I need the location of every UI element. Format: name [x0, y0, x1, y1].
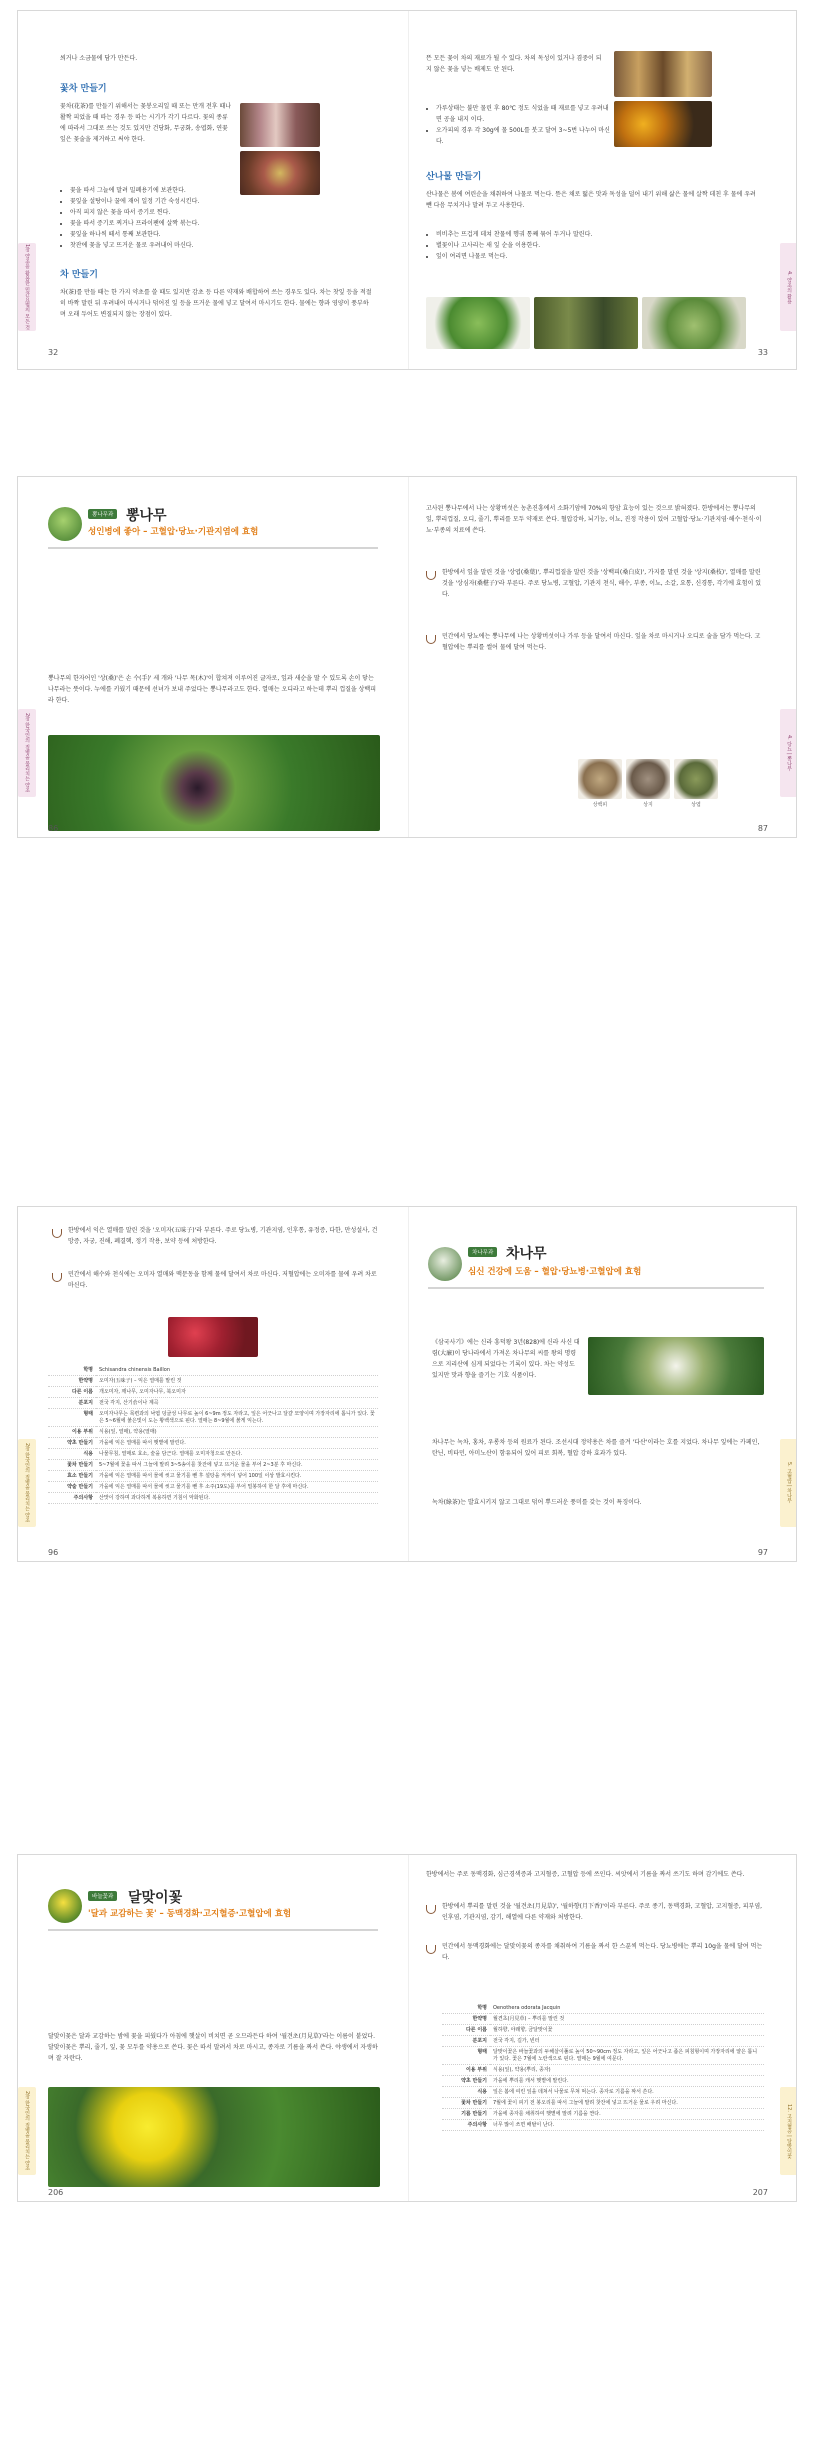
table-row	[48, 1493, 378, 1504]
list-item: • 꽃을 따서 그늘에 말려 밀폐용기에 보관한다.	[70, 185, 360, 196]
info-value: 7월에 꽃이 피기 전 봉오리를 따서 그늘에 말려 찻잔에 넣고 뜨거운 물로 우려 마신다.	[490, 2098, 764, 2109]
info-label: 이용 부위	[442, 2065, 490, 2076]
info-label: 식용	[48, 1449, 96, 1460]
evening-primrose-intro-paragraph: 달맞이꽃은 달과 교감하는 밤에 꽃을 피웠다가 아침에 햇살이 비치면 곧 오므라든다 하여 '월견초(月見草)'라는 이름이 붙었다. 달맞이꽃은 뿌리, 줄기, 잎, 꽃 모두를 약용으로 쓴다. 꽃은 따서 말려서 차로 마시고, 종자로 기름을 짜서 쓴다. 야생에서 자생하며 잘 자란다.	[48, 2033, 378, 2062]
herb-caption: 상백피	[592, 802, 608, 808]
wild-greens-list	[426, 229, 756, 262]
page-number: 96	[48, 1548, 59, 1557]
info-label: 약초 만들기	[48, 1438, 96, 1449]
info-value: 오미자나무는 목련과의 낙엽 덩굴성 나무로 높이 6~9m 정도 자라고, 잎은 어긋나고 달걀 모양이며 가장자리에 톱니가 있다. 꽃은 5~6월에 붉은빛이 도는 황백색으로 핀다. 열매는 8~9월에 붉게 익는다.	[96, 1409, 378, 1427]
mulberry-intro-paragraph: 뽕나무의 한자어인 '상(桑)'은 손 수(手)' 세 개와 '나무 목(木)'이 합쳐져 이루어진 글자로, 잎과 새순을 딸 수 있도록 손이 닿는 나무라는 뜻이다. 누에를 키웠기 때문에 선녀가 보내 주었다는 뽕나무라고도 한다. 열매는 오디라고 하는데 뿌리 껍질을 상백피라 한다.	[48, 675, 377, 704]
omija-berries-image	[168, 1317, 258, 1357]
page-33	[408, 11, 797, 369]
table-row	[442, 2120, 764, 2131]
tea-tips-list	[426, 103, 614, 147]
info-label: 다른 이름	[442, 2025, 490, 2036]
info-label: 식용	[442, 2087, 490, 2098]
evening-primrose-header-icon	[48, 1889, 82, 1923]
page-32	[18, 11, 409, 369]
list-item: • 아직 피지 않은 꽃을 따서 증기로 찐다.	[70, 207, 360, 218]
flower-tea-method-list	[60, 185, 360, 251]
info-label: 한약명	[442, 2014, 490, 2025]
info-value: 오미자(五味子) – 익은 열매를 말린 것	[96, 1376, 378, 1387]
table-row	[442, 2047, 764, 2065]
table-row	[48, 1460, 378, 1471]
chapter-tab: 12. 고지혈증 | 달맞이꽃	[780, 2087, 797, 2175]
info-value: 전국 각지, 길가, 빈터	[490, 2036, 764, 2047]
folk-remedy-paragraph: 민간에서 동맥경화에는 달맞이꽃의 종자를 채취하여 기름을 짜서 한 스푼씩 먹는다. 당뇨병에는 뿌리 10g을 물에 달여 먹는다.	[442, 1943, 763, 1961]
table-row	[48, 1427, 378, 1438]
page-number: 32	[48, 348, 59, 357]
info-value: 달맞이꽃은 바늘꽃과의 두해살이풀로 높이 50~90cm 정도 자라고, 잎은 어긋나고 좁은 피침형이며 가장자리에 얕은 톱니가 있다. 꽃은 7월에 노란색으로 핀다. 열매는 9월에 여문다.	[490, 2047, 764, 2065]
info-label: 분포지	[442, 2036, 490, 2047]
mulberry-fruit-image	[48, 735, 380, 831]
intro-text: 씌거나 소금물에 담가 만든다.	[60, 55, 138, 62]
table-row	[48, 1409, 378, 1427]
omija-info-table	[48, 1365, 378, 1504]
table-row	[442, 2025, 764, 2036]
wild-greens-paragraph: 산나물은 봄에 여린순을 채취하여 나물로 먹는다. 뜯은 채로 떫은 맛과 독성을 덜어 내기 위해 삶은 물에 살짝 데친 후 물에 우려 뺀 다음 무치거나 말려 두고 사용한다.	[426, 191, 756, 209]
list-item: • 잎이 여리면 나물로 먹는다.	[436, 251, 756, 262]
mulberry-header-icon	[48, 507, 82, 541]
chapter-tab: 4. 당뇨 | 뽕나무	[780, 709, 797, 797]
wild-greens-dish-image	[642, 297, 746, 349]
info-value: 식용(잎, 열매), 약용(열매)	[96, 1427, 378, 1438]
list-item: • 찻잔에 꽃을 넣고 뜨거운 물로 우려내어 마신다.	[70, 240, 360, 251]
info-value: 전국 각지, 산기슭이나 계곡	[96, 1398, 378, 1409]
wild-greens-plate-image	[426, 297, 530, 349]
info-label: 꽃차 만들기	[48, 1460, 96, 1471]
info-value: 월견초(月見草) – 뿌리를 말린 것	[490, 2014, 764, 2025]
dried-flowers-bowls-image	[240, 103, 320, 147]
sangji-herb-image	[626, 759, 670, 799]
plant-family-badge: 차나무과	[468, 1247, 497, 1257]
chapter-tab: 2장 한국인의 질병을 물리치는 약초	[18, 2087, 36, 2175]
plant-family-badge: 뽕나무과	[88, 509, 117, 519]
tea-effects-paragraph: 차나무는 녹차, 홍차, 우롱차 등의 원료가 된다. 조선시대 정약용은 차를 즐겨 '다산'이라는 호를 지었다. 차나무 잎에는 카페인, 탄닌, 비타민, 아미노산이 함유되어 있어 피로 회복, 혈압 강하 효과가 있다.	[432, 1439, 760, 1457]
info-label: 한약명	[48, 1376, 96, 1387]
plant-subtitle: '달과 교감하는 꽃' – 동맥경화·고지혈증·고혈압에 효험	[88, 1909, 292, 1919]
table-row	[48, 1438, 378, 1449]
info-value: 5~7월에 꽃을 따서 그늘에 말려 3~5송이를 찻잔에 넣고 뜨거운 물을 부어 2~3분 후 마신다.	[96, 1460, 378, 1471]
table-row	[48, 1376, 378, 1387]
page-number: 206	[48, 2188, 64, 2197]
page-206	[18, 1855, 409, 2201]
info-label: 꽃차 만들기	[442, 2098, 490, 2109]
herb-cup-icon	[426, 635, 436, 644]
book-spread-2	[17, 476, 797, 838]
plant-family-badge: 바늘꽃과	[88, 1891, 117, 1901]
sangyeop-herb-image	[674, 759, 718, 799]
info-label: 학명	[442, 2003, 490, 2014]
book-spread-4	[17, 1854, 797, 2202]
chapter-tab: 2장 한국인의 질병을 물리치는 약초	[18, 1439, 36, 1527]
header-divider	[428, 1287, 764, 1289]
oriental-medicine-paragraph: 한방에서 잎을 말린 것을 '상엽(桑葉)', 뿌리껍질을 말린 것을 '상백피(桑白皮)', 가지를 말린 것을 '상지(桑枝)', 열매를 말린 것을 '상심자(桑椹子)'라 부른다. 주로 당뇨병, 고혈압, 기관지 천식, 해수, 부종, 이뇨, 소갈, 요통, 신경통, 각기에 효험이 있다.	[442, 569, 762, 598]
page-number: 86	[48, 824, 59, 833]
plant-subtitle: 성인병에 좋아 – 고혈압·당뇨·기관지염에 효험	[88, 527, 259, 537]
info-value: 월하향, 야래향, 금달맞이꽃	[490, 2025, 764, 2036]
table-row	[442, 2003, 764, 2014]
dried-greens-image	[534, 297, 638, 349]
herb-cup-icon	[52, 1229, 62, 1238]
green-tea-paragraph: 녹차(綠茶)는 발효시키지 않고 그대로 덖어 뿌드러운 풍미를 갖는 것이 특징이다.	[432, 1499, 642, 1506]
table-row	[442, 2087, 764, 2098]
herbal-tea-cups-image	[614, 101, 712, 147]
info-label: 주의사항	[48, 1493, 96, 1504]
table-row	[442, 2036, 764, 2047]
plant-subtitle: 심신 건강에 도움 – 혈압·당뇨병·고혈압에 효험	[468, 1267, 642, 1277]
herb-caption: 상지	[643, 802, 653, 808]
info-value: 산맛이 강하며 과다하게 복용하면 기침이 악화된다.	[96, 1493, 378, 1504]
info-label: 형태	[442, 2047, 490, 2065]
list-item: • 꽃을 따서 증기로 찌거나 프라이팬에 살짝 볶는다.	[70, 218, 360, 229]
info-label: 형태	[48, 1409, 96, 1427]
table-row	[48, 1387, 378, 1398]
flower-tea-paragraph: 꽃차(花茶)를 만들기 위해서는 꽃봉오리일 때 또는 만개 전후 때나 활짝 피었을 때 따는 경우 등 따는 시기가 각기 다르다. 꽃의 종류에 따라서 그대로 쓰는 것도 있지만 건당화, 무궁화, 송엽화, 연꽃잎은 꽃술을 제거하고 써야 한다.	[60, 103, 232, 143]
info-label: 약술 만들기	[48, 1482, 96, 1493]
herb-cup-icon	[426, 1905, 436, 1914]
herb-caption: 상엽	[691, 802, 701, 808]
page-96	[18, 1207, 409, 1561]
page-87	[408, 477, 797, 837]
info-table-body	[48, 1365, 378, 1504]
chapter-tab: 1장 약초를 활용한 민간요법의 모든 것	[18, 243, 36, 331]
list-item: • 비비추는 뜨겁게 데쳐 찬물에 헹궈 통째 묶어 두거나 말린다.	[436, 229, 756, 240]
herb-cup-icon	[52, 1273, 62, 1282]
table-row	[48, 1449, 378, 1460]
info-label: 이용 부위	[48, 1427, 96, 1438]
mulberry-effects-paragraph: 고사된 뽕나무에서 나는 상황버섯은 농촌진흥에서 소화기암에 70%의 항암 효능이 있는 것으로 밝혀졌다. 한방에서는 뽕나무의 잎, 뿌리껍질, 오디, 줄기, 뿌리를 모두 약재로 쓴다. 혈압강하, 뇌기능, 이뇨, 진정 작용이 있어 고혈압·당뇨·기관지염·해수·천식·이뇨·부종의 치료에 쓴다.	[426, 505, 762, 534]
header-divider	[48, 547, 378, 549]
table-row	[442, 2076, 764, 2087]
herb-cup-icon	[426, 1945, 436, 1954]
table-row	[442, 2065, 764, 2076]
table-row	[442, 2014, 764, 2025]
omija-medicine-paragraph: 한방에서 익은 열매를 말린 것을 '오미자(五味子)'라 부른다. 주로 당뇨병, 기관지염, 인후통, 유정증, 다한, 만성설사, 건망증, 자궁, 진해, 폐결핵, 정기 작용, 보약 등에 처방한다.	[68, 1227, 378, 1245]
list-item: • 가루상태는 불만 물린 후 80℃ 정도 식었을 때 재료를 넣고 우려내면 공을 내지 이다.	[436, 103, 614, 125]
table-row	[442, 2109, 764, 2120]
info-value: Oenothera odorata Jacquin	[490, 2003, 764, 2014]
list-item: • 꽃잎을 설탕이나 꿀에 재어 일정 기간 숙성시킨다.	[70, 196, 360, 207]
table-row	[48, 1471, 378, 1482]
folk-remedy-paragraph: 민간에서 당뇨에는 뽕나무에 나는 상황버섯이나 가루 등을 달여서 마신다. 잎을 차로 마시거나 오디로 술을 담가 먹는다. 고혈압에는 뿌리를 썰어 물에 달여 먹는다.	[442, 633, 761, 651]
page-number: 97	[757, 1548, 768, 1557]
evening-primrose-effects-paragraph: 한방에서는 주로 동맥경화, 심근경색증과 고지혈증, 고혈압 등에 쓰인다. 씨앗에서 기름을 짜서 쓰기도 하며 감기에도 쓴다.	[426, 1871, 745, 1878]
info-value: 식용(잎), 약용(뿌리, 종자)	[490, 2065, 764, 2076]
evening-primrose-flower-image	[48, 2087, 380, 2187]
info-value: Schisandra chinensis Baillon	[96, 1365, 378, 1376]
sangbaekpi-herb-image	[578, 759, 622, 799]
book-spread-1	[17, 10, 797, 370]
header-divider	[48, 1929, 378, 1931]
herb-jars-image	[614, 51, 712, 97]
section-heading-flower-tea: 꽃차 만들기	[60, 84, 107, 94]
info-value: 가을에 종자를 채취하여 햇볕에 말려 기름을 짠다.	[490, 2109, 764, 2120]
tea-ingredients-text: 뜬 모든 꽃이 차의 재료가 될 수 있다. 차의 독성이 있거나 겸중이 되지 않은 꽃을 넣는 배제도 안 된다.	[426, 55, 602, 73]
list-item: • 꽃잎을 하나씩 떼서 통째 보관한다.	[70, 229, 360, 240]
chapter-tab: 2장 한국인의 질병을 물리치는 약초	[18, 709, 36, 797]
page-number: 33	[757, 348, 768, 357]
list-item: • 별꽃이나 고사리는 새 잎 순을 이용한다.	[436, 240, 756, 251]
page-number: 87	[757, 824, 768, 833]
book-spread-3	[17, 1206, 797, 1562]
info-label: 다른 이름	[48, 1387, 96, 1398]
tea-paragraph: 차(茶)를 만들 때는 한 가지 약초를 쓸 때도 있지만 감초 등 다른 약재와 배합하여 쓰는 경우도 있다. 차는 찻잎 등을 적절히 바짝 말린 뒤 우려내어 마시거나 덖어진 잎 등을 뜨거운 물에 넣고 달여서 마시기도 한다. 물에는 향과 영양이 풍부하며 오래 두어도 변질되지 않는 장점이 있다.	[60, 289, 372, 318]
evening-primrose-info-table	[442, 2003, 764, 2131]
herb-cup-icon	[426, 571, 436, 580]
section-heading-wild-greens: 산나물 만들기	[426, 172, 482, 182]
plant-name: 뽕나무	[126, 508, 167, 524]
tea-plant-header-icon	[428, 1247, 462, 1281]
info-value: 가을에 익은 열매를 따서 물에 씻고 물기를 뺀 후 설탕을 켜켜이 넣어 100일 이상 발효시킨다.	[96, 1471, 378, 1482]
info-value: 가을에 익은 열매를 따서 햇볕에 말린다.	[96, 1438, 378, 1449]
info-table-body	[442, 2003, 764, 2131]
page-97	[408, 1207, 797, 1561]
list-item: • 오가피의 경우 각 30g에 물 500L를 붓고 달여 3~5번 나누어 마신다.	[436, 125, 614, 147]
table-row	[48, 1398, 378, 1409]
info-value: 가을에 뿌리를 캐서 햇볕에 말린다.	[490, 2076, 764, 2087]
chapter-tab: 4. 약초의 활용	[780, 243, 797, 331]
info-value: 잎은 봄에 여린 잎을 데쳐서 나물로 무쳐 먹는다. 종자로 기름을 짜서 쓴다.	[490, 2087, 764, 2098]
info-label: 분포지	[48, 1398, 96, 1409]
table-row	[48, 1365, 378, 1376]
plant-name: 차나무	[506, 1246, 547, 1262]
info-label: 약초 만들기	[442, 2076, 490, 2087]
info-value: 너무 많이 쓰면 배탈이 난다.	[490, 2120, 764, 2131]
info-label: 학명	[48, 1365, 96, 1376]
info-value: 나물무침, 열매로 효소, 술을 담근다. 열매를 오미자청으로 만든다.	[96, 1449, 378, 1460]
table-row	[442, 2098, 764, 2109]
page-number: 207	[752, 2188, 768, 2197]
info-label: 주의사항	[442, 2120, 490, 2131]
oriental-medicine-paragraph: 한방에서 뿌리를 말린 것을 '월견초(月見草)', '월하향(月下香)'이라 부른다. 주로 종기, 동맥경화, 고혈압, 고지혈증, 피부염, 인후염, 기관지염, 감기, 해열에 다른 약재와 처방한다.	[442, 1903, 763, 1921]
chapter-tab: 5. 고혈압 | 차나무	[780, 1439, 797, 1527]
page-86	[18, 477, 409, 837]
table-row	[48, 1482, 378, 1493]
tea-plant-image	[588, 1337, 764, 1395]
info-label: 효소 만들기	[48, 1471, 96, 1482]
page-207	[408, 1855, 797, 2201]
omija-folk-paragraph: 민간에서 해수와 천식에는 오미자 열매와 맥문동을 함께 물에 달여서 차로 마신다. 저혈압에는 오미자를 물에 우려 차로 마신다.	[68, 1271, 377, 1289]
section-heading-tea: 차 만들기	[60, 270, 98, 280]
info-value: 개오미자, 깨나무, 오미자나무, 북오미자	[96, 1387, 378, 1398]
tea-history-paragraph: 《삼국사기》에는 신라 흥덕왕 3년(828)에 신라 사신 대렴(大廉)이 당나라에서 가져온 차나무의 씨를 왕의 명령으로 지리산에 심게 되었다는 기록이 있다. 차는 약성도 있지만 맛과 향을 즐기는 기호 식품이다.	[432, 1339, 580, 1379]
plant-name: 달맞이꽃	[128, 1890, 183, 1906]
info-value: 가을에 익은 열매를 따서 물에 씻고 물기를 뺀 후 소주(19도)를 부어 밀봉하여 한 달 후에 마신다.	[96, 1482, 378, 1493]
info-label: 기름 만들기	[442, 2109, 490, 2120]
